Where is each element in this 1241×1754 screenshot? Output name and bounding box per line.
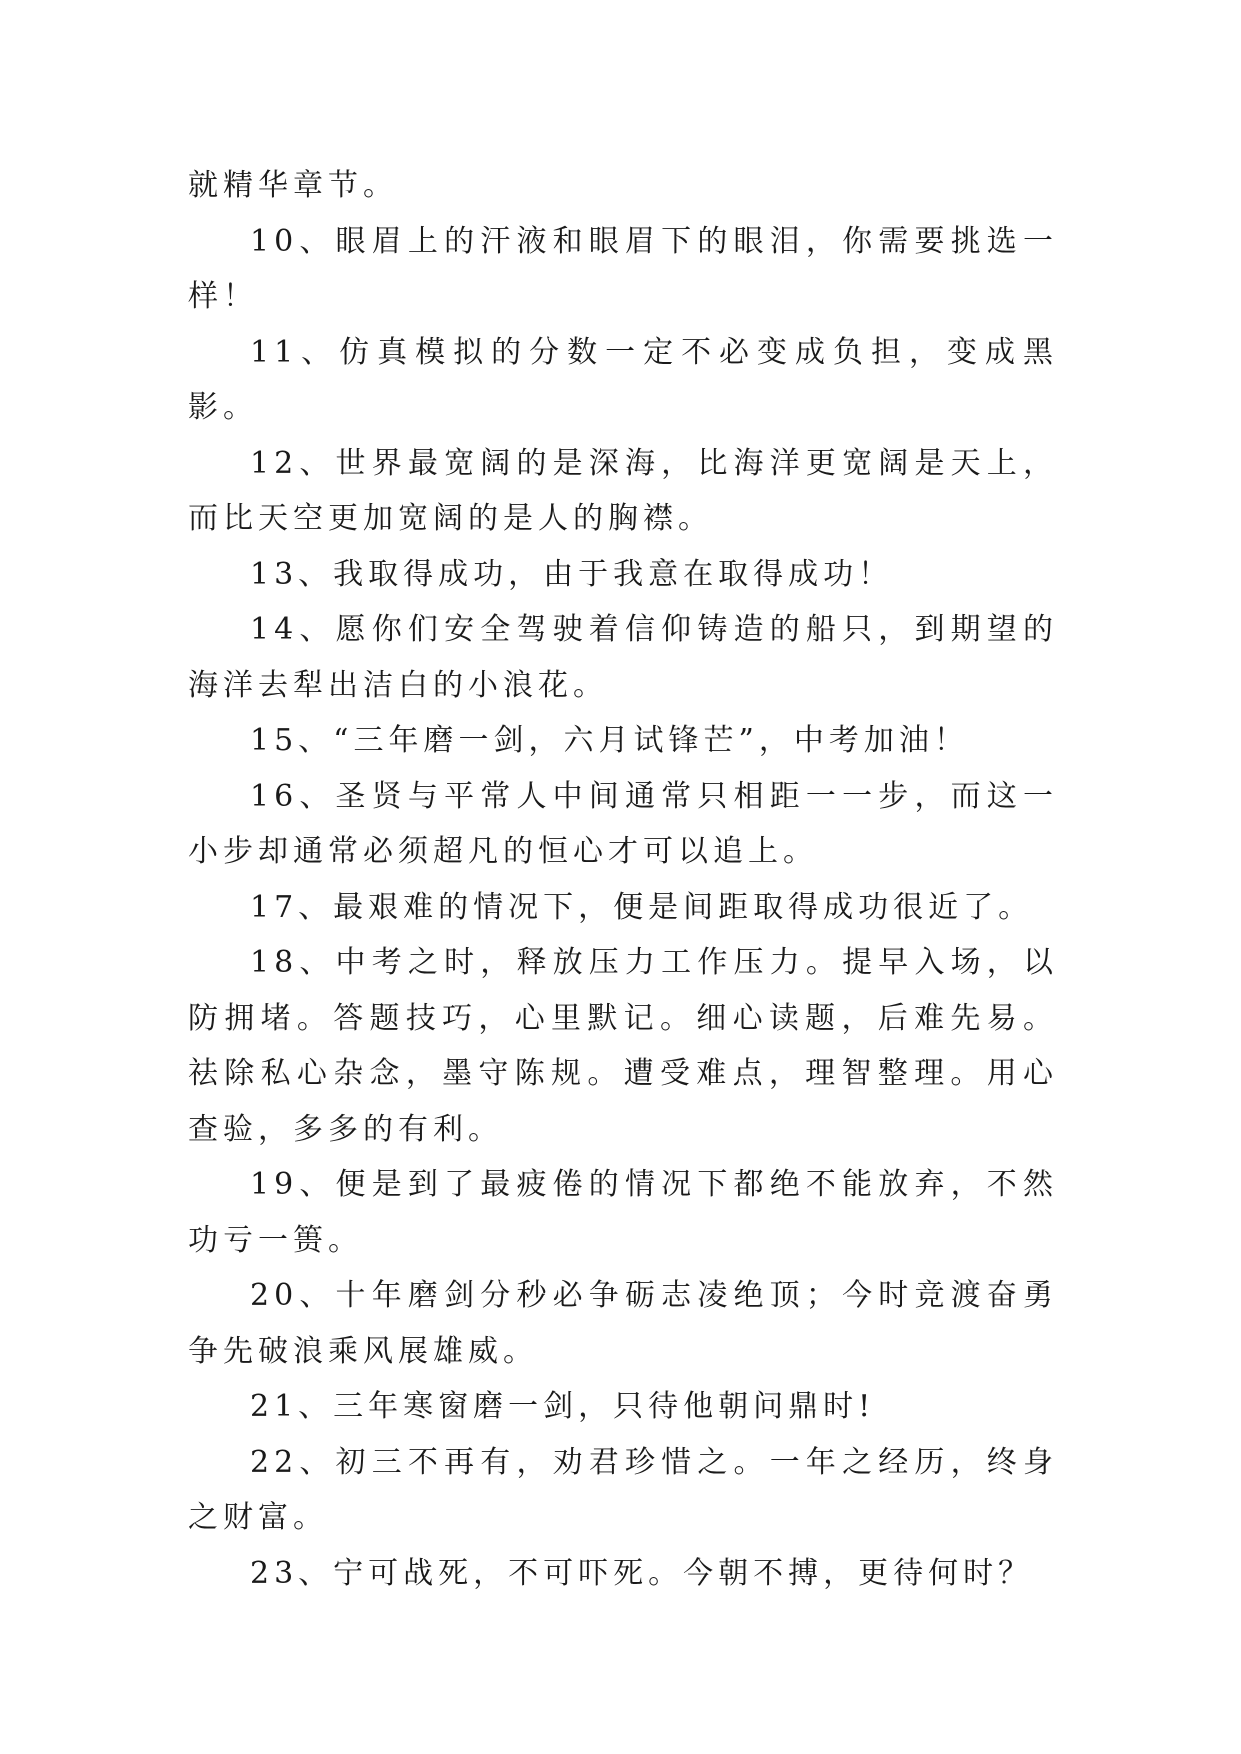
paragraph-item-20: 20、十年磨剑分秒必争砺志凌绝顶；今时竞渡奋勇争先破浪乘风展雄威。	[188, 1278, 1058, 1369]
paragraph-item-16: 16、圣贤与平常人中间通常只相距一一步，而这一小步却通常必须超凡的恒心才可以追上。	[188, 778, 1058, 869]
paragraph-item-17: 17、最艰难的情况下，便是间距取得成功很近了。	[250, 889, 1034, 925]
paragraph-continuation: 就精华章节。	[188, 168, 398, 203]
paragraph-item-18: 18、中考之时，释放压力工作压力。提早入场，以防拥堵。答题技巧，心里默记。细心读题，后难先易。祛除私心杂念，墨守陈规。遭受难点，理智整理。用心查验，多多的有利。	[188, 945, 1058, 1147]
paragraph-item-15: 15、“三年磨一剑，六月试锋芒”，中考加油！	[250, 723, 969, 758]
paragraph-item-13: 13、我取得成功，由于我意在取得成功！	[250, 556, 894, 592]
paragraph-item-22: 22、初三不再有，劝君珍惜之。一年之经历，终身之财富。	[188, 1444, 1058, 1535]
paragraph-item-19: 19、便是到了最疲倦的情况下都绝不能放弃，不然功亏一篑。	[188, 1167, 1058, 1258]
paragraph-item-10: 10、眼眉上的汗液和眼眉下的眼泪，你需要挑选一样！	[188, 223, 1058, 314]
body-text	[188, 158, 1058, 1601]
paragraph-item-21: 21、三年寒窗磨一剑，只待他朝问鼎时!	[250, 1389, 876, 1424]
paragraph-item-11: 11、仿真模拟的分数一定不必变成负担，变成黑影。	[188, 334, 1058, 425]
paragraph-item-23: 23、宁可战死，不可吓死。今朝不搏，更待何时？	[250, 1555, 1034, 1591]
paragraph-item-14: 14、愿你们安全驾驶着信仰铸造的船只，到期望的海洋去犁出洁白的小浪花。	[188, 612, 1058, 703]
paragraph-item-12: 12、世界最宽阔的是深海，比海洋更宽阔是天上，而比天空更加宽阔的是人的胸襟。	[188, 445, 1058, 536]
